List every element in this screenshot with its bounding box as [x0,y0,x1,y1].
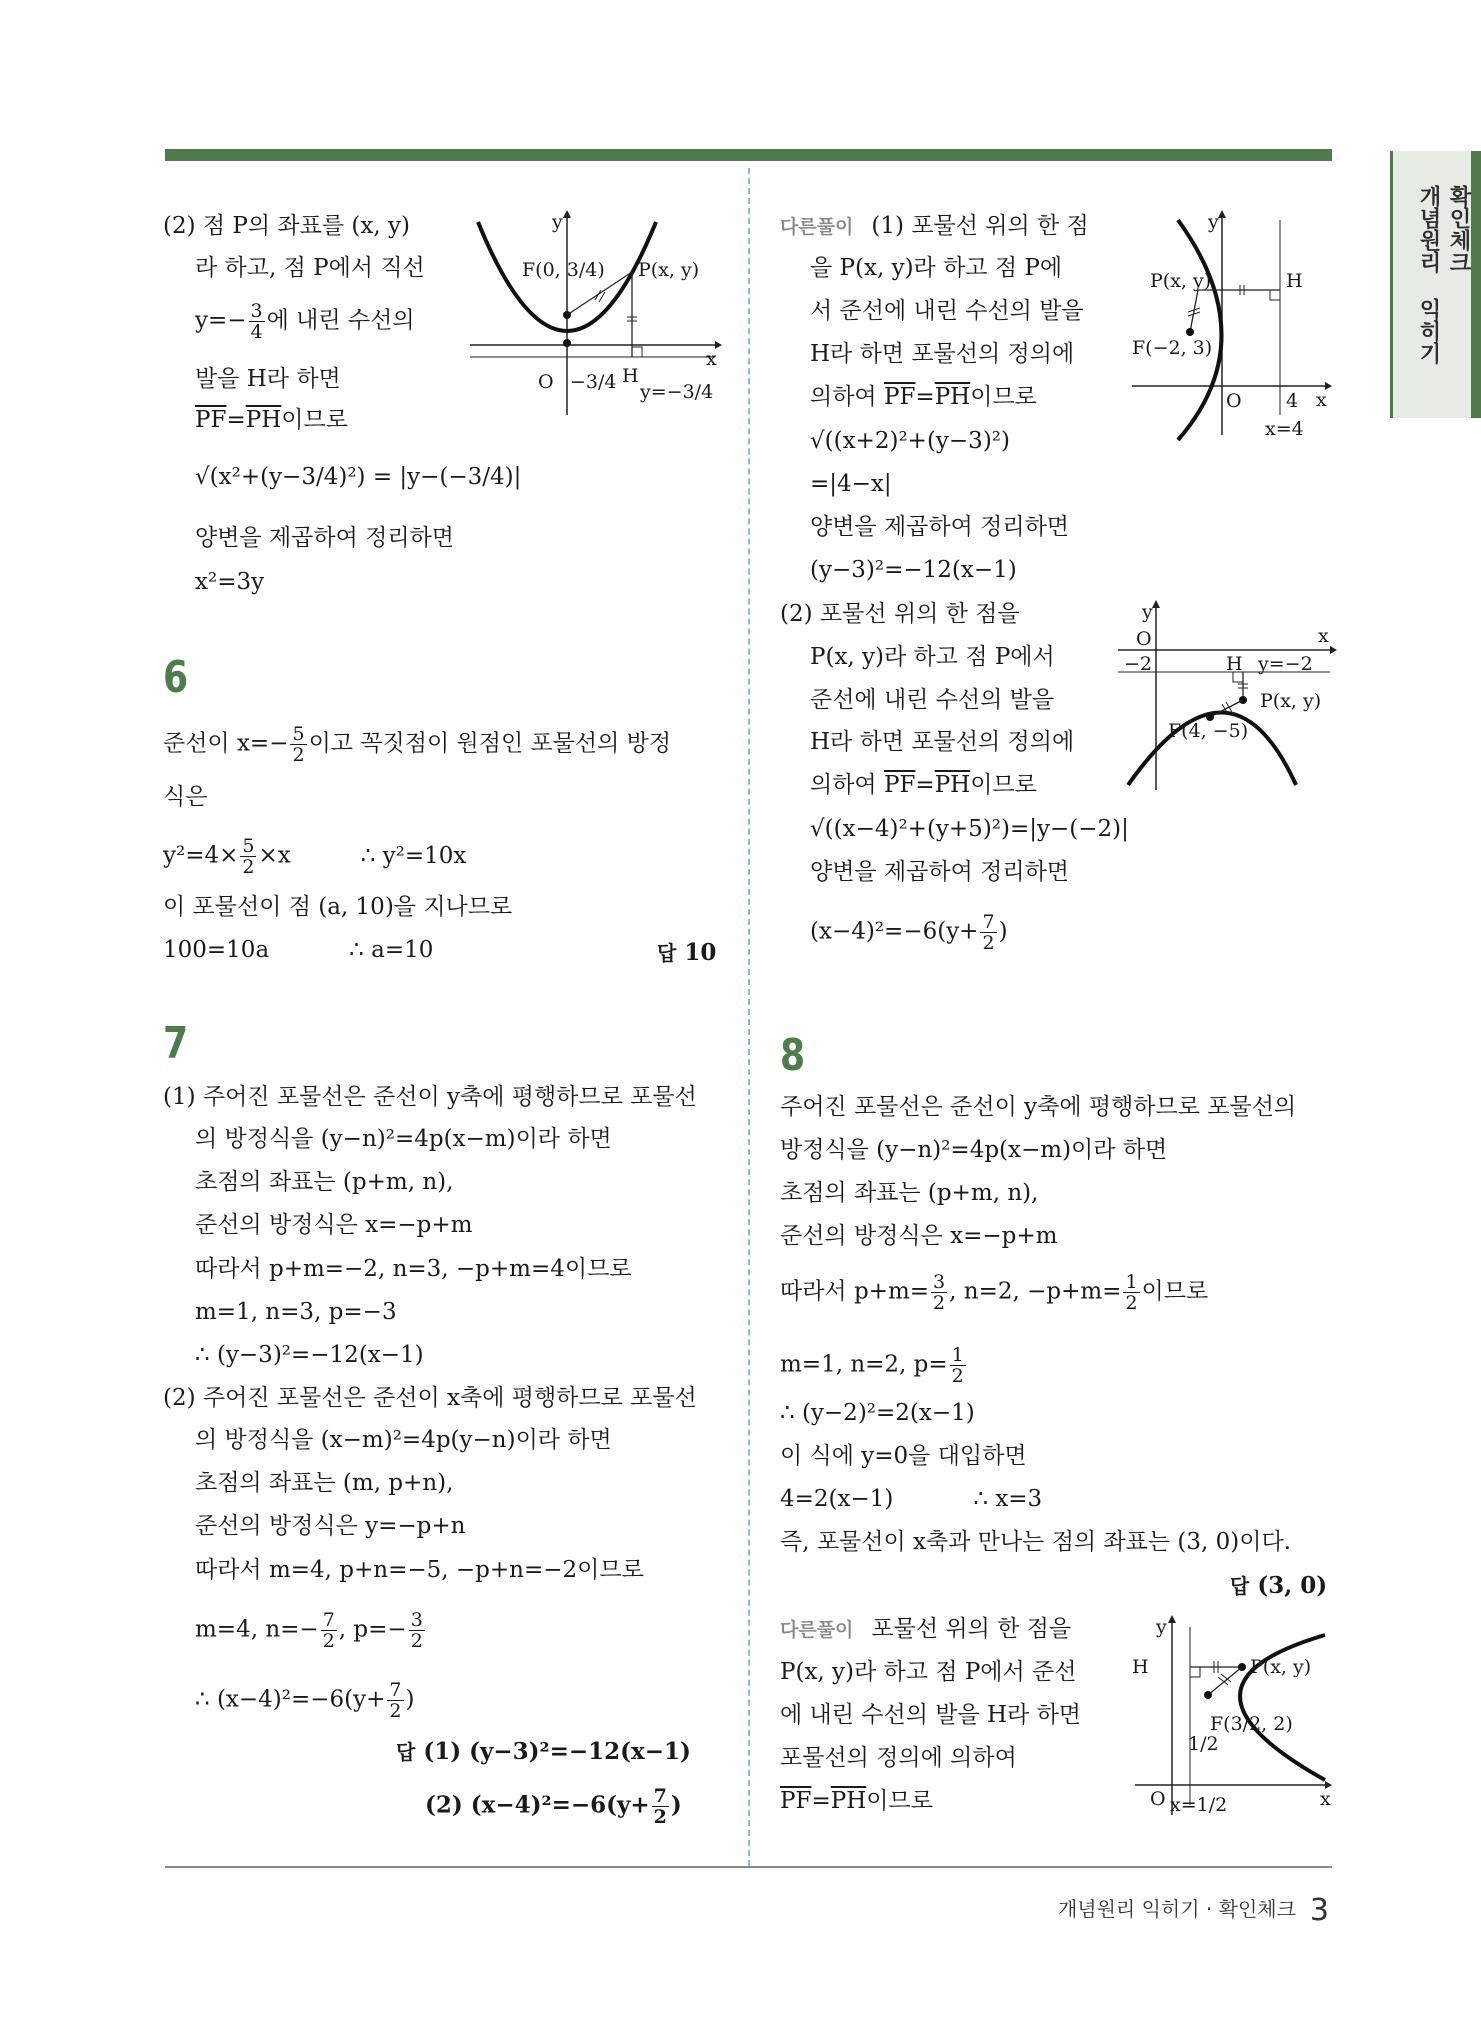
g3-directrix: y=−2 [1258,653,1313,675]
q6-line-2: 식은 [163,784,208,810]
g3-tick-minus2: −2 [1124,653,1153,675]
g2-focus: F(−2, 3) [1132,337,1213,359]
g2-origin: O [1226,390,1242,412]
q6-line-4: 이 포물선이 점 (a, 10)을 지나므로 [163,894,513,920]
g1-y-label: y [552,211,563,233]
g4-x-label: x [1320,1788,1331,1810]
alt1-line-1: 다른풀이 (1) 포물선 위의 한 점 [780,213,1089,239]
graph-parabola-down [1118,600,1338,800]
graph-parabola-up [470,210,720,425]
q7-a-line-7: ∴ (y−3)²=−12(x−1) [195,1342,424,1368]
g1-origin: O [538,371,554,393]
side-tab-label-2: 확인체크 [1446,185,1471,273]
g1-foot-h: H [622,365,639,387]
top-color-bar [165,149,1332,161]
q8-answer: 답 (3, 0) [1230,1572,1328,1599]
question-8-number: 8 [780,1030,806,1081]
section-side-tab [1390,151,1481,418]
side-tab-label-1: 개념원리 익히기 [1416,185,1441,364]
graph-parabola-right [1130,1615,1335,1830]
alt1-line-5: 의하여 $\overline{PF}=\overline{PH}$이므로 [810,384,1037,410]
q6-line-3: y²=4× $\frac{5}{2}$ ×x ∴ y²=10x [163,835,467,878]
g2-directrix: x=4 [1265,418,1304,440]
p2-line-3: y=− $\frac{3}{4}$ 에 내린 수선의 [195,300,415,343]
q7-a-line-1: (1) 주어진 포물선은 준선이 y축에 평행하므로 포물선 [163,1084,697,1110]
g3-y-label: y [1142,601,1153,623]
q7-b-line-4: 준선의 방정식은 y=−p+n [195,1513,466,1539]
g2-y-label: y [1208,211,1219,233]
alt2-line-4: H라 하면 포물선의 정의에 [810,729,1075,755]
q7-b-line-1: (2) 주어진 포물선은 준선이 x축에 평행하므로 포물선 [163,1385,697,1411]
q7-b-line-7: ∴ (x−4)²=−6(y+ $\frac{7}{2}$ ) [195,1679,415,1722]
alt2-line-5: 의하여 $\overline{PF}=\overline{PH}$이므로 [810,772,1037,798]
q7-b-line-3: 초점의 좌표는 (m, p+n), [195,1470,454,1496]
q8-line-2: 방정식을 (y−n)²=4p(x−m)이라 하면 [780,1137,1168,1163]
column-divider [748,168,750,1866]
q6-answer: 답 10 [657,939,717,966]
g1-directrix: y=−3/4 [640,381,714,403]
q8-line-9: 4=2(x−1) ∴ x=3 [780,1486,1043,1512]
g4-origin: O [1150,1788,1166,1810]
alt1-line-8: 양변을 제곱하여 정리하면 [810,514,1070,540]
q8-line-8: 이 식에 y=0을 대입하면 [780,1443,1027,1469]
alt1-line-9: (y−3)²=−12(x−1) [810,557,1017,583]
g2-foot-h: H [1286,270,1303,292]
q7-a-line-3: 초점의 좌표는 (p+m, n), [195,1169,454,1195]
g1-x-label: x [706,348,717,370]
q7-a-line-4: 준선의 방정식은 x=−p+m [195,1212,473,1238]
g3-x-label: x [1318,625,1329,647]
alt2-line-2: P(x, y)라 하고 점 P에서 [810,644,1055,670]
alt2-line-8: (x−4)²=−6(y+ $\frac{7}{2}$ ) [810,911,1008,954]
alt3-line-2: P(x, y)라 하고 점 P에서 준선 [780,1659,1077,1685]
alt1-line-3: 서 준선에 내린 수선의 발을 [810,298,1084,324]
q7-answer-1: 답 (1) (y−3)²=−12(x−1) [396,1738,691,1765]
alt3-line-3: 에 내린 수선의 발을 H라 하면 [780,1702,1082,1728]
alt3-line-5: $\overline{PF}=\overline{PH}$이므로 [780,1788,933,1814]
q6-line-5: 100=10a ∴ a=10 [163,937,434,963]
alt1-line-7: =|4−x| [810,471,892,497]
alt3-line-1: 다른풀이 포물선 위의 한 점을 [780,1616,1072,1642]
g3-point-p: P(x, y) [1260,690,1322,712]
q6-line-1: 준선이 x=− $\frac{5}{2}$ 이고 꼭짓점이 원점인 포물선의 방정 [163,723,672,766]
g4-point-p: P(x, y) [1250,1656,1312,1678]
q7-a-line-6: m=1, n=3, p=−3 [195,1299,397,1325]
alt1-line-2: 을 P(x, y)라 하고 점 P에 [810,255,1063,281]
g3-focus: F(4, −5) [1168,720,1249,742]
q7-answer-2: (2) (x−4)²=−6(y+ $\frac{7}{2}$ ) [425,1785,682,1828]
question-6-number: 6 [163,652,189,703]
alt2-line-6: √((x−4)²+(y+5)²)=|y−(−2)| [810,816,1129,842]
alt2-line-3: 준선에 내린 수선의 발을 [810,687,1055,713]
g4-foot-h: H [1132,1656,1149,1678]
page-footer [1058,1893,1329,1928]
g4-directrix: x=1/2 [1170,1794,1228,1816]
g2-x-label: x [1316,389,1327,411]
q7-b-line-2: 의 방정식을 (x−m)²=4p(y−n)이라 하면 [195,1427,612,1453]
question-7-number: 7 [163,1018,189,1069]
p2-line-8: x²=3y [195,569,265,595]
g3-origin: O [1136,628,1152,650]
graph-parabola-left [1130,210,1335,445]
q7-b-line-6: m=4, n=− $\frac{7}{2}$ , p=− $\frac{3}{2}$ [195,1609,423,1652]
q8-line-1: 주어진 포물선은 준선이 y축에 평행하므로 포물선의 [780,1094,1297,1120]
alt1-line-4: H라 하면 포물선의 정의에 [810,341,1075,367]
p2-line-6: √(x²+(y−3/4)²) = |y−(−3/4)| [195,464,522,490]
q8-line-5: 따라서 p+m= $\frac{3}{2}$ , n=2, −p+m= $\frac{1}{2}$ 이므로 [780,1271,1209,1314]
g2-tick-four: 4 [1286,390,1299,412]
p2-line-4: 발을 H라 하면 [195,366,341,392]
g4-y-label: y [1156,1616,1167,1638]
g2-point-p: P(x, y) [1150,270,1212,292]
g1-point-p: P(x, y) [638,259,700,281]
page-number: 3 [1309,1893,1329,1928]
p2-line-5: $\overline{PF}=\overline{PH}$이므로 [195,407,348,433]
p2-line-7: 양변을 제곱하여 정리하면 [195,525,455,551]
p2-line-2: 라 하고, 점 P에서 직선 [195,255,425,281]
q7-a-line-5: 따라서 p+m=−2, n=3, −p+m=4이므로 [195,1256,632,1282]
q7-a-line-2: 의 방정식을 (y−n)²=4p(x−m)이라 하면 [195,1126,612,1152]
g4-focus: F(3/2, 2) [1210,1713,1293,1735]
bottom-rule [165,1866,1332,1868]
alt3-line-4: 포물선의 정의에 의하여 [780,1745,1017,1771]
q8-line-6: m=1, n=2, p= $\frac{1}{2}$ [780,1344,964,1387]
q7-b-line-5: 따라서 m=4, p+n=−5, −p+n=−2이므로 [195,1557,644,1583]
alt2-line-7: 양변을 제곱하여 정리하면 [810,859,1070,885]
q8-line-3: 초점의 좌표는 (p+m, n), [780,1180,1039,1206]
q8-line-10: 즉, 포물선이 x축과 만나는 점의 좌표는 (3, 0)이다. [780,1529,1292,1555]
p2-line-1: (2) 점 P의 좌표를 (x, y) [163,213,410,239]
g3-foot-h: H [1226,653,1243,675]
q8-line-7: ∴ (y−2)²=2(x−1) [780,1400,975,1426]
q8-line-4: 준선의 방정식은 x=−p+m [780,1223,1058,1249]
g1-focus: F(0, 3/4) [522,259,605,281]
alt1-line-6: √((x+2)²+(y−3)²) [810,428,1010,454]
alt2-line-1: (2) 포물선 위의 한 점을 [780,601,1020,627]
g4-tick-half: 1/2 [1188,1733,1219,1755]
footer-title: 개념원리 익히기 · 확인체크 [1057,1897,1296,1921]
g1-tick: −3/4 [570,371,617,393]
